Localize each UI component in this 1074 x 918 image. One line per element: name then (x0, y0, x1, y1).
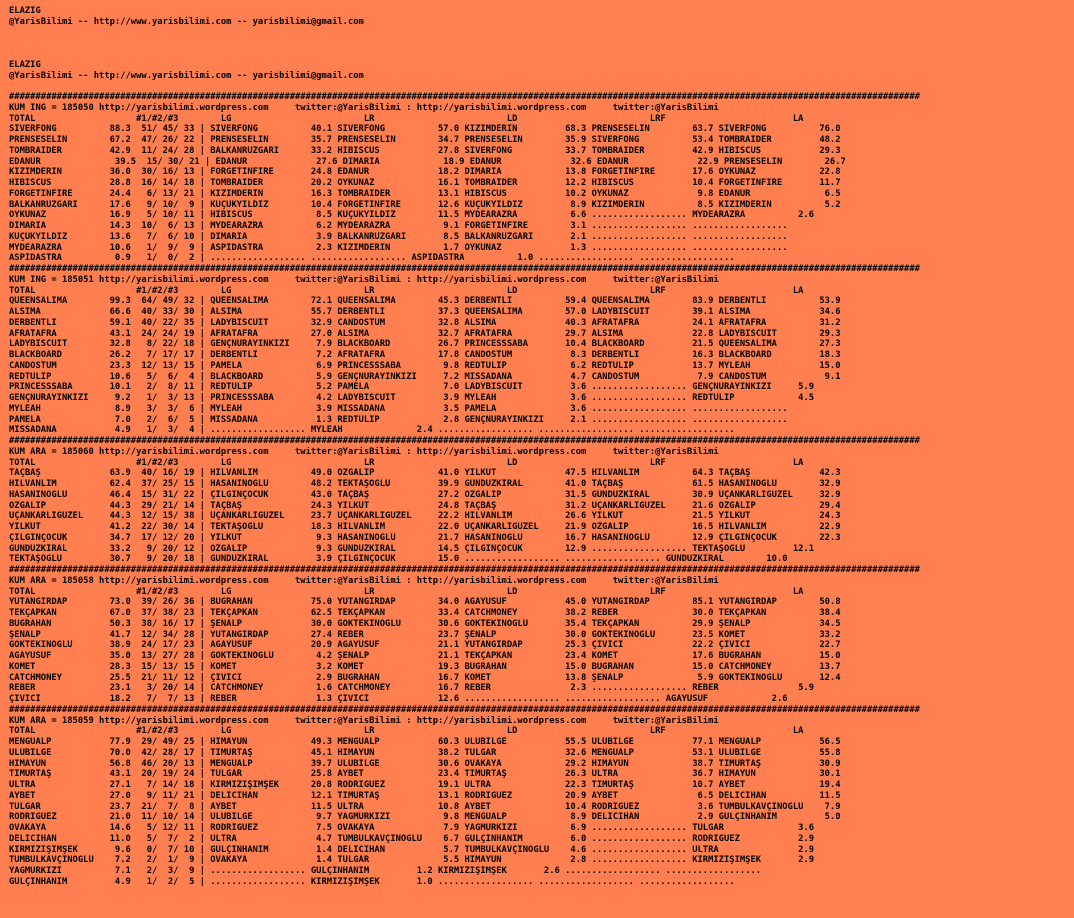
text-line: ŞENALP 41.7 12/ 34/ 28 | YUTANGİRDAP 27.4 REBER 23.7 ŞENALP 30.0 GÖKTEKİNOĞLU 23.5 KOMET 33.2 (9, 629, 841, 640)
text-line: ELAZIG (9, 59, 41, 70)
text-line: DERBENTLİ 59.1 40/ 22/ 35 | LADYBISCUIT 32.9 CANDOSTUM 32.8 ALSİMA 40.3 AFRATAFRA 24.1 AFRATAFRA 31.2 (9, 317, 841, 328)
text-line: HASANİNOĞLU 46.4 15/ 31/ 22 | ÇILGINÇOCUK 43.0 TAÇBAŞ 27.2 ÖZGALİP 31.5 GÜNDÜZKIRAL 30.9 UÇANKARLIGÜZEL 32.9 (9, 489, 841, 500)
text-line: REBER 23.1 3/ 20/ 14 | CATCHMONEY 1.6 CATCHMONEY 16.7 REBER 2.3 .................. REBER 5.9 (9, 683, 815, 694)
text-line: QUEENSALİMA 99.3 64/ 49/ 32 | QUEENSALİMA 72.1 QUEENSALİMA 45.3 DERBENTLİ 59.4 QUEENSALİMA 83.9 DERBENTLİ 53.9 (9, 296, 841, 307)
text-line: YILKUT 41.2 22/ 30/ 14 | TEKTAŞOĞLU 18.3 HİLVANLIM 22.0 UÇANKARLIGÜZEL 21.9 ÖZGALİP 16.5 HİLVANLIM 22.9 (9, 522, 841, 532)
text-line: PRINCESSSABA 10.1 2/ 8/ 11 | REDTULİP 5.2 PAMELA 7.0 LADYBISCUIT 3.6 .................. GENÇNURAYINKIZI 5.9 (9, 382, 815, 393)
text-line: KOMET 28.3 15/ 13/ 15 | KOMET 3.2 KOMET 19.3 BUĞRAHAN 15.0 BUĞRAHAN 15.0 CATCHMONEY 13.7 (9, 661, 841, 672)
text-line: FORGETINFIRE 24.4 6/ 13/ 21 | KIZIMDERİN 16.3 TOMBRAİDER 13.1 HİBİSCUS 10.2 ÖYKÜNAZ 9.8 EDANUR 6.5 (9, 188, 841, 199)
text-line: BLACKBOARD 26.2 7/ 17/ 17 | DERBENTLİ 7.2 AFRATAFRA 17.8 CANDOSTUM 8.3 DERBENTLİ 16.3 BLACKBOARD 18.3 (9, 350, 841, 360)
text-line: GENÇNURAYINKIZI 9.2 1/ 3/ 13 | PRINCESSSABA 4.2 LADYBISCUIT 3.9 MYLEAH 3.6 .................. REDTULİP 4.5 (9, 393, 815, 403)
text-line: MISSADANA 4.9 1/ 3/ 4 | .................. MYLEAH 2.4 .................. .................. .................. (9, 425, 735, 436)
text-line: ÇILGINÇOCUK 34.7 17/ 12/ 20 | YILKUT 9.3 HASANİNOĞLU 21.7 HASANİNOĞLU 16.7 HASANİNOĞLU 12.9 ÇILGINÇOCUK 22.3 (9, 532, 841, 543)
text-line (9, 49, 1074, 60)
text-line: DELİCİHAN 11.0 5/ 7/ 2 | ULTRA 4.7 TUMBULKAVÇİNOĞLU 6.7 GÜLÇİNHANIM 6.0 .................. RODRIGUEZ 2.9 (9, 833, 815, 844)
text-line: REDTULİP 10.6 5/ 6/ 4 | BLACKBOARD 5.9 GENÇNURAYINKIZI 7.2 MISSADANA 4.7 CANDOSTUM 7.9 CANDOSTUM 9.1 (9, 371, 841, 382)
text-line: GÜLÇİNHANIM 4.9 1/ 2/ 5 | .................. KIRMIZIŞİMŞEK 1.0 .................. .................. .................. (9, 876, 735, 887)
text-line: YUTANGİRDAP 73.0 39/ 26/ 36 | BUĞRAHAN 75.0 YUTANGİRDAP 34.0 AĞAYUSUF 45.0 YUTANGİRDAP 85.1 YUTANGİRDAP 50.8 (9, 597, 841, 608)
text-line: AĞAYUSUF 35.0 13/ 27/ 28 | GÖKTEKİNOĞLU 4.2 ŞENALP 21.1 TEKÇAPKAN 23.4 KOMET 17.6 BUĞRAHAN 15.0 (9, 651, 841, 661)
text-line: MENGÜALP 77.9 29/ 49/ 25 | HİMAYUN 49.3 MENGÜALP 60.3 ULUBİLGE 55.5 ULUBİLGE 77.1 MENGÜALP 56.5 (9, 737, 841, 747)
text-line: KÜÇÜKYILDIZ 13.6 7/ 6/ 10 | DİMARİA 3.9 BALKANRÜZGARI 8.5 BALKANRÜZGARI 2.1 .................. .................. (9, 231, 788, 242)
text-line: TULGAR 23.7 21/ 7/ 8 | AYBET 11.5 ULTRA 10.8 AYBET 10.4 RODRIGUEZ 3.6 TUMBULKAVÇİNOĞLU 7.9 (9, 801, 841, 812)
text-line: ÇİVİCİ 18.2 7/ 7/ 13 | REBER 1.3 ÇİVİCİ 12.6 .................. .................. AĞAYUSUF 2.6 (9, 694, 788, 704)
text-line: TEKÇAPKAN 67.0 37/ 38/ 23 | TEKÇAPKAN 62.5 TEKÇAPKAN 33.4 CATCHMONEY 38.2 REBER 30.0 TEKÇAPKAN 38.4 (9, 608, 841, 618)
text-line: MYDEARAZRA 10.6 1/ 9/ 9 | ASPİDASTRA 2.3 KIZIMDERİN 1.7 ÖYKÜNAZ 1.3 .................. .................. (9, 242, 788, 253)
text-line: KIZIMDERİN 36.0 30/ 16/ 13 | FORGETINFIRE 24.8 EDANUR 18.2 DİMARİA 13.8 FORGETINFIRE 17.6 ÖYKÜNAZ 22.8 (9, 167, 841, 178)
text-line: GÖKTEKİNOĞLU 38.9 24/ 17/ 23 | AĞAYUSUF 20.9 AĞAYUSUF 21.1 YUTANGİRDAP 25.3 ÇİVİCİ 22.2 ÇİVİCİ 22.7 (9, 640, 841, 651)
text-line: TOTAL #1/#2/#3 LG LR LD LRF LA (9, 586, 804, 597)
text-line: TUMBULKAVÇİNOĞLU 7.2 2/ 1/ 9 | OVAKAYA 1.4 TULGAR 5.5 HİMAYUN 2.8 .................. KIRMIZIŞİMŞEK 2.9 (9, 855, 815, 866)
text-line: TEKTAŞOĞLU 30.7 9/ 20/ 18 | GÜNDÜZKIRAL 3.9 ÇILGINÇOCUK 15.0 .................. .................. GÜNDÜZKIRAL 10.0 (9, 554, 788, 565)
text-line: KUM ARA = 185058 http://yarisbilimi.wordpress.com twitter:@YarisBilimi : http://yarisbilimi.wordpress.com twitter:@YarisBilimi (9, 575, 719, 586)
text-line: RODRIGUEZ 21.0 11/ 10/ 14 | ULUBİLGE 9.7 YAĞMURKIZI 9.8 MENGÜALP 8.9 DELİCİHAN 2.9 GÜLÇİNHANIM 5.0 (9, 812, 841, 823)
text-line: TOTAL #1/#2/#3 LG LR LD LRF LA (9, 726, 804, 737)
text-line: @YarisBilimi -- http://www.yarisbilimi.com -- yarisbilimi@gmail.com (9, 16, 364, 27)
text-line: OVAKAYA 14.6 5/ 12/ 11 | RODRIGUEZ 7.5 OVAKAYA 7.9 YAĞMURKIZI 6.9 .................. TULGAR 3.6 (9, 823, 815, 833)
text-line: SİVERFONG 88.3 51/ 45/ 33 | SİVERFONG 40.1 SİVERFONG 57.0 KIZIMDERİN 68.3 PRENSESELİN 63.7 SİVERFONG 76.0 (9, 124, 841, 135)
text-line: TOTAL #1/#2/#3 LG LR LD LRF LA (9, 113, 804, 124)
text-line: ############################################################################################################################################################################ (9, 264, 920, 274)
text-line: ############################################################################################################################################################################ (9, 565, 920, 575)
text-line: GÜNDÜZKIRAL 33.2 9/ 20/ 12 | ÖZGALİP 9.3 GÜNDÜZKIRAL 14.5 ÇILGINÇOCUK 12.9 .................. TEKTAŞOĞLU 12.1 (9, 543, 815, 554)
text-line: KIRMIZIŞİMŞEK 9.6 0/ 7/ 10 | GÜLÇİNHANIM 1.4 DELİCİHAN 5.7 TUMBULKAVÇİNOĞLU 4.6 .................. ULTRA 2.9 (9, 844, 815, 855)
text-line: ############################################################################################################################################################################ (9, 436, 920, 446)
text-line: EDANUR 39.5 15/ 30/ 21 | EDANUR 27.6 DİMARİA 18.9 EDANUR 32.6 EDANUR 22.9 PRENSESELİN 26.7 (9, 156, 846, 167)
text-line: HİLVANLIM 62.4 37/ 25/ 15 | HASANİNOĞLU 48.2 TEKTAŞOĞLU 39.9 GÜNDÜZKIRAL 41.0 TAÇBAŞ 61.5 HASANİNOĞLU 32.9 (9, 479, 841, 489)
text-line: TOMBRAİDER 42.9 11/ 24/ 28 | BALKANRÜZGARI 33.2 HİBİSCUS 27.8 SİVERFONG 33.7 TOMBRAİDER 42.9 HİBİSCUS 29.3 (9, 145, 841, 156)
text-line: PRENSESELİN 67.2 47/ 26/ 22 | PRENSESELİN 35.7 PRENSESELİN 34.7 PRENSESELİN 35.9 SİVERFONG 53.4 TOMBRAİDER 48.2 (9, 135, 841, 145)
text-line (9, 38, 1074, 49)
text-line: CATCHMONEY 25.5 21/ 11/ 12 | ÇİVİCİ 2.9 BUĞRAHAN 16.7 KOMET 13.8 ŞENALP 5.9 GÖKTEKİNOĞLU 12.4 (9, 672, 841, 683)
text-line: HİMAYUN 56.8 46/ 20/ 13 | MENGÜALP 39.7 ULUBİLGE 30.6 OVAKAYA 29.2 HİMAYUN 38.7 TİMURTAŞ 30.9 (9, 758, 841, 769)
text-line: ############################################################################################################################################################################ (9, 704, 920, 715)
text-line: CANDOSTUM 23.3 12/ 13/ 15 | PAMELA 6.9 PRINCESSSABA 9.8 REDTULİP 6.2 REDTULİP 13.7 MYLEAH 15.0 (9, 360, 841, 371)
text-line: ASPİDASTRA 0.9 1/ 0/ 2 | .................. .................. ASPİDASTRA 1.0 .................. .................. (9, 253, 735, 264)
text-line: TAÇBAŞ 63.9 40/ 16/ 19 | HİLVANLIM 49.0 ÖZGALİP 41.0 YILKUT 47.5 HİLVANLIM 64.3 TAÇBAŞ 42.3 (9, 468, 841, 479)
text-line: KUM ING = 185050 http://yarisbilimi.wordpress.com twitter:@YarisBilimi : http://yarisbilimi.wordpress.com twitter:@YarisBilimi (9, 102, 719, 113)
text-line: ULTRA 27.1 7/ 14/ 18 | KIRMIZIŞİMŞEK 20.8 RODRIGUEZ 19.1 ULTRA 22.3 TİMURTAŞ 10.7 AYBET 19.4 (9, 780, 841, 790)
text-line: BUĞRAHAN 50.3 38/ 16/ 17 | ŞENALP 30.0 GÖKTEKİNOĞLU 30.6 GÖKTEKİNOĞLU 35.4 TEKÇAPKAN 29.9 ŞENALP 34.5 (9, 618, 841, 629)
text-line: DİMARİA 14.3 10/ 6/ 13 | MYDEARAZRA 6.2 MYDEARAZRA 9.1 FORGETINFIRE 3.1 .................. .................. (9, 221, 788, 231)
text-line: PAMELA 7.0 2/ 6/ 5 | MISSADANA 1.3 REDTULİP 2.8 GENÇNURAYINKIZI 2.1 .................. .................. (9, 414, 788, 425)
text-line: MYLEAH 8.9 3/ 3/ 6 | MYLEAH 3.9 MISSADANA 3.5 PAMELA 3.6 .................. .................. (9, 403, 788, 414)
text-line: KUM ING = 185051 http://yarisbilimi.wordpress.com twitter:@YarisBilimi : http://yarisbilimi.wordpress.com twitter:@YarisBilimi (9, 274, 719, 285)
text-line: ELAZIG (9, 6, 41, 16)
text-line: @YarisBilimi -- http://www.yarisbilimi.com -- yarisbilimi@gmail.com (9, 70, 364, 81)
text-line: TOTAL #1/#2/#3 LG LR LD LRF LA (9, 285, 804, 296)
text-line: TOTAL #1/#2/#3 LG LR LD LRF LA (9, 457, 804, 468)
text-line: UÇANKARLIGÜZEL 44.3 12/ 15/ 38 | UÇANKARLIGÜZEL 23.7 UÇANKARLIGÜZEL 22.2 HİLVANLIM 26.6 YILKUT 21.5 YILKUT 24.3 (9, 511, 841, 522)
text-line: ÖZGALİP 44.3 29/ 21/ 14 | TAÇBAŞ 24.3 YILKUT 24.8 TAÇBAŞ 31.2 UÇANKARLIGÜZEL 21.6 ÖZGALİP 29.4 (9, 500, 841, 511)
text-line (9, 28, 1074, 39)
text-line: KUM ARA = 185060 http://yarisbilimi.wordpress.com twitter:@YarisBilimi : http://yarisbilimi.wordpress.com twitter:@YarisBilimi (9, 446, 719, 457)
text-line: LADYBISCUIT 32.8 8/ 22/ 18 | GENÇNURAYINKIZI 7.9 BLACKBOARD 26.7 PRINCESSSABA 10.4 BLACKBOARD 21.5 QUEENSALİMA 27.3 (9, 339, 841, 350)
text-line: ULUBİLGE 70.0 42/ 28/ 17 | TİMURTAŞ 45.1 HİMAYUN 38.2 TULGAR 32.6 MENGÜALP 53.1 ULUBİLGE 55.8 (9, 747, 841, 758)
text-line: HİBİSCUS 28.8 16/ 14/ 18 | TOMBRAİDER 20.2 ÖYKÜNAZ 16.1 TOMBRAİDER 12.2 HİBİSCUS 10.4 FORGETINFIRE 11.7 (9, 178, 841, 188)
text-line: AYBET 27.0 9/ 11/ 21 | DELİCİHAN 12.1 TİMURTAŞ 13.1 RODRIGUEZ 20.9 AYBET 6.5 DELİCİHAN 11.5 (9, 790, 841, 801)
text-line: BALKANRÜZGARI 17.6 9/ 10/ 9 | KÜÇÜKYILDIZ 10.4 FORGETINFIRE 12.6 KÜÇÜKYILDIZ 8.9 KIZIMDERİN 8.5 KIZIMDERİN 5.2 (9, 199, 841, 210)
text-line (9, 81, 1074, 92)
text-line: ALSİMA 66.6 40/ 33/ 30 | ALSİMA 55.7 DERBENTLİ 37.3 QUEENSALİMA 57.0 LADYBISCUIT 39.1 ALSİMA 34.6 (9, 307, 841, 317)
text-line: KUM ARA = 185059 http://yarisbilimi.wordpress.com twitter:@YarisBilimi : http://yarisbilimi.wordpress.com twitter:@YarisBilimi (9, 715, 719, 726)
text-line: TİMURTAŞ 43.1 20/ 19/ 24 | TULGAR 25.8 AYBET 23.4 TİMURTAŞ 26.3 ULTRA 36.7 HİMAYUN 30.1 (9, 769, 841, 780)
text-line: ÖYKÜNAZ 16.9 5/ 10/ 11 | HİBİSCUS 8.5 KÜÇÜKYILDIZ 11.5 MYDEARAZRA 6.6 .................. MYDEARAZRA 2.6 (9, 210, 815, 221)
text-line: AFRATAFRA 43.1 24/ 24/ 19 | AFRATAFRA 27.0 ALSİMA 32.7 AFRATAFRA 29.7 ALSİMA 22.8 LADYBISCUIT 29.3 (9, 328, 841, 339)
text-line: YAĞMURKIZI 7.1 2/ 3/ 9 | .................. GÜLÇİNHANIM 1.2 KIRMIZIŞİMŞEK 2.6 .................. .................. (9, 866, 762, 876)
text-line: ############################################################################################################################################################################ (9, 92, 920, 102)
